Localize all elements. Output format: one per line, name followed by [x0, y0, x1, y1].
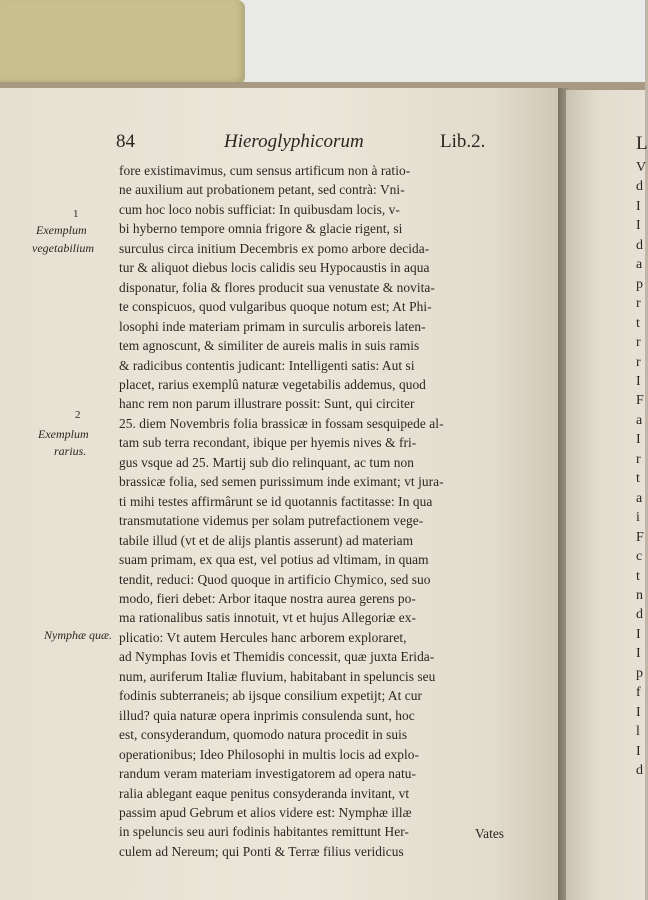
margin-note-vegetabilium: vegetabilium — [32, 241, 94, 255]
right-letter: F — [636, 393, 644, 409]
catchword: Vates — [475, 826, 505, 841]
right-letter: a — [636, 257, 643, 273]
text-line: tabile illud (vt et de alijs plantis asserunt) ad materiam — [119, 532, 414, 548]
right-letter: r — [636, 335, 641, 351]
text-line: num, auriferum Italiæ fluvium, habitabant in speluncis seu — [119, 668, 436, 684]
text-line: fore existimavimus, cum sensus artificum non à ratio- — [119, 163, 411, 178]
text-line: est, consyderandum, quomodo natura procedit in suis — [119, 727, 408, 743]
text-line: losophi inde materiam primam in surculis arboreis laten- — [119, 318, 426, 334]
text-line: tur & aliquot diebus locis calidis seu Hypocaustis in aqua — [119, 260, 430, 276]
text-line: gus vsque ad 25. Martij sub dio relinquant, ac tum non — [119, 454, 415, 470]
text-line: passim apud Gebrum et alios videre est: Nymphæ illæ — [119, 804, 412, 820]
right-letter: I — [636, 198, 641, 214]
right-letter: p — [636, 665, 643, 681]
right-letter: i — [636, 510, 640, 526]
text-line: illud? quia naturæ opera inprimis consulenda sunt, hoc — [119, 707, 415, 723]
right-letter: d — [636, 237, 643, 253]
text-line: placet, rarius exemplû naturæ vegetabilis addemus, quod — [119, 376, 426, 392]
text-line: hanc rem non parum illustrare possit: Sunt, qui circiter — [119, 396, 415, 412]
right-letter: F — [636, 529, 644, 545]
page-number: 84 — [116, 131, 135, 152]
text-line: transmutatione videmus per solam putrefactionem vege- — [119, 513, 424, 529]
text-line: suam primam, ex qua est, vel potius ad vltimam, in quam — [119, 552, 429, 568]
right-page-letters — [566, 158, 645, 781]
right-letter: I — [636, 373, 641, 389]
right-letter: d — [636, 607, 643, 623]
text-line: ralia ablegant eaque penitus consyderanda invitant, vt — [119, 785, 410, 801]
right-letter: V — [636, 160, 647, 175]
right-letter: I — [636, 218, 641, 234]
right-letter: I — [636, 432, 641, 448]
right-letter: f — [636, 685, 641, 701]
margin-note-nymphae: Nymphæ quæ. — [44, 628, 113, 642]
right-letter: r — [636, 451, 641, 467]
right-letter: l — [636, 724, 640, 740]
text-line: in speluncis seu auri fodinis habitantes remittunt Her- — [119, 824, 409, 840]
right-letter: r — [636, 296, 641, 312]
right-letter: d — [636, 179, 643, 195]
text-line: randum veram materiam investigatorem ad opera natu- — [119, 766, 417, 782]
text-line: disponatur, folia & flores producit sua venustate & novita- — [119, 279, 435, 295]
text-line: ad Nymphas Iovis et Themidis concessit, quæ juxta Erida- — [119, 649, 435, 665]
margin-number-2: 2 — [75, 409, 81, 421]
text-line: & radicibus contentis judicant: Intelligenti satis: Aut si — [119, 357, 415, 373]
text-line: tem agnoscunt, & similiter de aureis malis in suis ramis — [119, 338, 420, 354]
text-line: cum hoc loco nobis sufficiat: In quibusdam locis, v- — [119, 201, 400, 217]
right-letter: p — [636, 276, 643, 292]
right-letter: t — [636, 471, 640, 487]
margin-note-rarius: rarius. — [54, 444, 87, 458]
margin-note-exemplum: Exemplum — [36, 223, 87, 237]
text-line: ti mihi testes affirmârunt se id quotannis factitasse: In qua — [119, 493, 433, 509]
right-letter: t — [636, 568, 640, 584]
right-letter: I — [636, 626, 641, 642]
right-letter: a — [636, 490, 643, 506]
text-line: operationibus; Ideo Philosophi in multis locis ad explo- — [119, 746, 419, 762]
right-letter: c — [636, 549, 643, 565]
body-text — [119, 161, 511, 861]
text-line: tendit, reduci: Quod quoque in artificio Chymico, sed suo — [119, 571, 431, 587]
margin-note-exemplum-2: Exemplum — [38, 427, 89, 441]
right-letter: r — [636, 354, 641, 370]
right-letter: I — [636, 704, 641, 720]
running-title: Hieroglyphicorum — [224, 131, 364, 152]
right-letter: d — [636, 763, 643, 779]
text-line: te conspicuos, quod vulgaribus quoque notum est; At Phi- — [119, 299, 432, 315]
right-letter: I — [636, 743, 641, 759]
text-line: culem ad Nereum; qui Ponti & Terræ filius veridicus — [119, 843, 404, 859]
right-letter: t — [636, 315, 640, 331]
sponge-weight — [0, 0, 245, 85]
right-letter: I — [636, 646, 641, 662]
text-line: plicatio: Vt autem Hercules hanc arborem exploraret, — [119, 629, 407, 645]
text-line: fodinis subterraneis; ab ijsque consilium expetijt; At cur — [119, 688, 423, 704]
text-line: ma rationalibus satis innotuit, vt et hujus Allegoriæ ex- — [119, 610, 417, 626]
text-line: ne auxilium aut probationem petant, sed contrà: Vni- — [119, 182, 405, 198]
right-page-header-letter: L — [636, 133, 648, 154]
text-line: brassicæ folia, sed semen purissimum inde eximant; vt jura- — [119, 474, 444, 490]
text-line: 25. diem Novembris folia brassicæ in fossam sesquipede al- — [119, 415, 444, 431]
margin-number-1: 1 — [73, 208, 79, 220]
right-letter: n — [636, 587, 643, 603]
text-line: tam sub terra recondant, ibique per hyemis nives & fri- — [119, 435, 417, 451]
right-letter: a — [636, 412, 643, 428]
text-line: bi hyberno tempore omnia frigore & glacie rigent, si — [119, 221, 403, 237]
text-line: modo, fieri debet: Arbor itaque nostra aurea gerens po- — [119, 590, 416, 606]
text-line: surculus circa initium Decembris ex pomo arbore decida- — [119, 240, 430, 256]
book-number: Lib.2. — [440, 131, 486, 152]
